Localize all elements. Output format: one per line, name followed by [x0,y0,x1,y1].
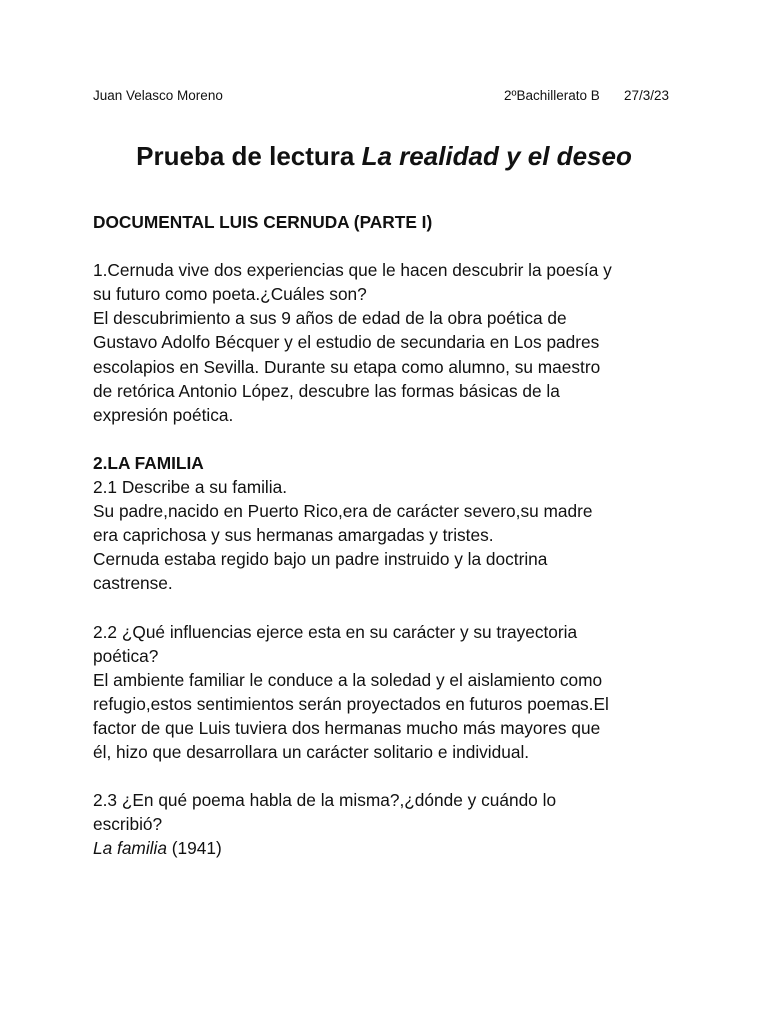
q2-1-answer-line: era caprichosa y sus hermanas amargadas y tristes. [93,525,494,546]
course-label: 2ºBachillerato B [504,88,600,103]
q1-question-line: su futuro como poeta.¿Cuáles son? [93,284,367,305]
q2-2-answer-line: él, hizo que desarrollara un carácter solitario e individual. [93,742,530,763]
document-header [93,87,673,105]
q2-1-answer-line: Cernuda estaba regido bajo un padre instruido y la doctrina [93,549,548,570]
date-label: 27/3/23 [624,88,670,103]
q2-3-question-line: 2.3 ¿En qué poema habla de la misma?,¿dónde y cuándo lo [93,790,557,811]
q2-2-question-line: poética? [93,645,159,666]
q2-2-answer-line: El ambiente familiar le conduce a la soledad y el aislamiento como [93,669,603,690]
q2-2-answer-line: factor de que Luis tuviera dos hermanas mucho más mayores que [93,717,601,738]
q2-2-question-line: 2.2 ¿Qué influencias ejerce esta en su carácter y su trayectoria [93,621,578,642]
page-title [0,138,768,174]
q1-answer-line: escolapios en Sevilla. Durante su etapa como alumno, su maestro [93,356,601,377]
q2-3-question-line: escribió? [93,814,163,835]
q2-1-question: 2.1 Describe a su familia. [93,477,288,498]
q2-2-answer-line: refugio,estos sentimientos serán proyectados en futuros poemas.El [93,693,609,714]
q1-question-line: 1.Cernuda vive dos experiencias que le hacen descubrir la poesía y [93,260,612,281]
author-name: Juan Velasco Moreno [93,88,223,103]
title-book: La realidad y el deseo [361,141,632,171]
poem-year: (1941) [166,838,222,859]
familia-heading: 2.LA FAMILIA [93,452,204,473]
title-prefix: Prueba de lectura [136,141,362,171]
q2-1-answer-line: castrense. [93,573,173,594]
q2-3-answer [93,836,693,860]
q1-answer-line: El descubrimiento a sus 9 años de edad de la obra poética de [93,308,567,329]
q2-1-answer-line: Su padre,nacido en Puerto Rico,era de carácter severo,su madre [93,501,593,522]
document-body [93,210,693,861]
q1-answer-line: expresión poética. [93,404,234,425]
poem-title: La familia [93,838,167,859]
documental-heading: DOCUMENTAL LUIS CERNUDA (PARTE I) [93,212,433,232]
q1-answer-line: Gustavo Adolfo Bécquer y el estudio de secundaria en Los padres [93,332,600,353]
q1-answer-line: de retórica Antonio López, descubre las formas básicas de la [93,380,560,401]
